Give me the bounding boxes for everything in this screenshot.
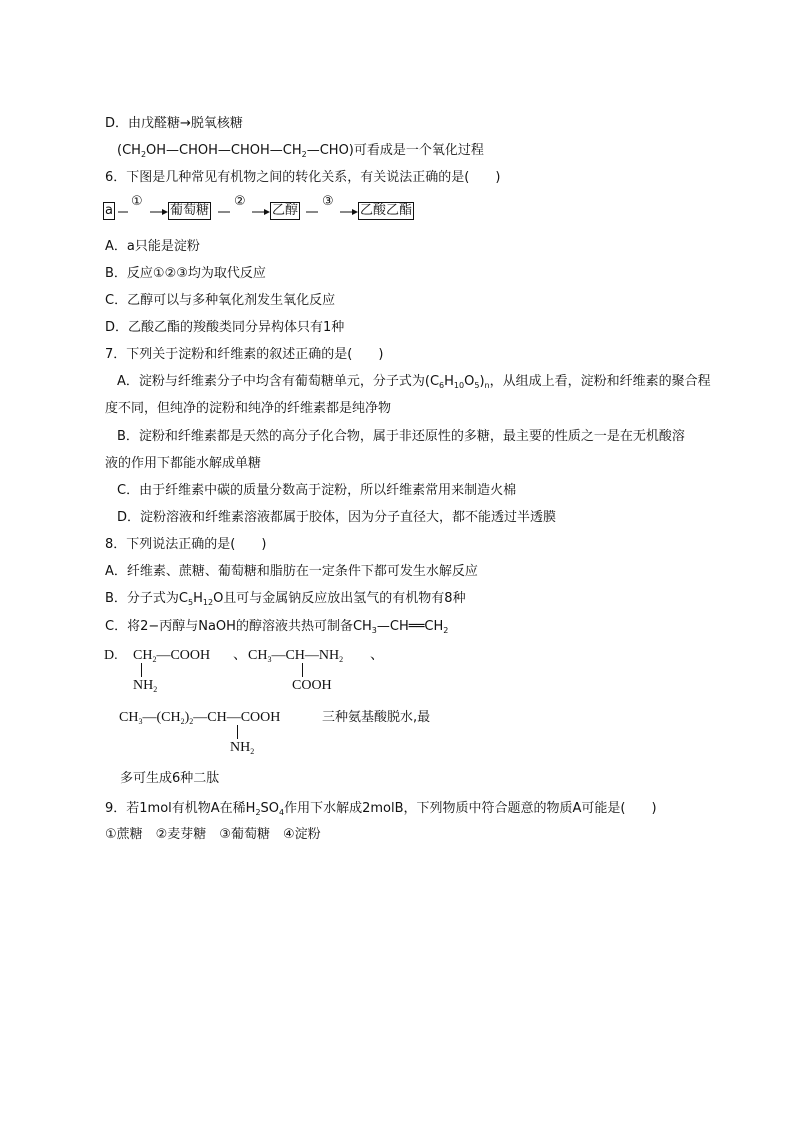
alanine-bond — [302, 663, 303, 677]
flow-step-3: ③ — [322, 194, 334, 209]
flow-node-ethanol: 乙醇 — [272, 203, 299, 218]
q6-stem: 6．下图是几种常见有机物之间的转化关系，有关说法正确的是( ) — [105, 170, 501, 185]
alanine-carboxyl: COOH — [292, 678, 332, 693]
q7-option-b-line2: 液的作用下都能水解成单糖 — [105, 456, 262, 471]
flow-step-2: ② — [234, 194, 246, 209]
q8-stem: 8．下列说法正确的是( ) — [105, 537, 267, 552]
q9-stem: 9．若1mol有机物A在稀$H_2SO_4$作用下水解成2molB，下列物质中符合题意的物质A可能是( ) — [105, 801, 657, 817]
q7-option-a-line2: 度不同，但纯净的淀粉和纯净的纤维素都是纯净物 — [105, 401, 392, 416]
q5-option-d-formula: $(CH_2OH—CHOH—CHOH—CH_2—CHO)$可看成是一个氧化过程 — [117, 143, 484, 159]
q7-stem: 7．下列关于淀粉和纤维素的叙述正确的是( ) — [105, 347, 384, 362]
glycine-amino: $NH_2$ — [133, 678, 158, 694]
separator-2: 、 — [370, 648, 384, 663]
q7-option-b-line1: B．淀粉和纤维素都是天然的高分子化合物，属于非还原性的多糖，最主要的性质之一是在无机酸溶 — [117, 429, 685, 444]
q8-option-d-label: D. — [104, 648, 118, 663]
third-amino-acid-amino: $NH_2$ — [230, 740, 255, 756]
separator-1: 、 — [233, 648, 247, 663]
glycine-bond — [141, 663, 142, 677]
q6-option-c: C．乙醇可以与多种氧化剂发生氧化反应 — [105, 293, 336, 308]
flow-node-a: a — [105, 203, 113, 218]
q6-option-b: B．反应①②③均为取代反应 — [105, 266, 266, 281]
q9-options: ①蔗糖 ②麦芽糖 ③葡萄糖 ④淀粉 — [105, 827, 321, 842]
third-amino-acid-chain: $CH_3—(CH_2)_2—CH—COOH$ — [119, 710, 281, 726]
q5-option-d: D．由戊醛糖→脱氧核糖 — [105, 116, 243, 131]
flow-node-ester: 乙酸乙酯 — [360, 203, 413, 218]
third-amino-acid-bond — [237, 725, 238, 739]
q8-option-c: C．将2−丙醇与NaOH的醇溶液共热可制备$CH_3—CH══CH_2$ — [105, 619, 449, 635]
q8-option-d-text: 三种氨基酸脱水,最 — [322, 710, 431, 725]
q8-option-a: A．纤维素、蔗糖、葡萄糖和脂肪在一定条件下都可发生水解反应 — [105, 564, 478, 579]
flow-step-1: ① — [131, 194, 143, 209]
q6-option-d: D．乙酸乙酯的羧酸类同分异构体只有1种 — [105, 320, 345, 335]
q6-option-a: A．a只能是淀粉 — [105, 239, 200, 254]
q7-option-d: D．淀粉溶液和纤维素溶液都属于胶体，因为分子直径大，都不能透过半透膜 — [117, 510, 557, 525]
q7-option-a-line1: A．淀粉与纤维素分子中均含有葡萄糖单元，分子式为$(C_6H_{10}O_5)_n$，从组成上看，淀粉和纤维素的聚合程 — [117, 374, 711, 390]
q8-option-d-tail: 多可生成6种二肽 — [120, 771, 220, 786]
q7-option-c: C．由于纤维素中碳的质量分数高于淀粉，所以纤维素常用来制造火棉 — [117, 483, 517, 498]
alanine-chain: $CH_3—CH—NH_2$ — [248, 648, 344, 664]
flow-node-glucose: 葡萄糖 — [170, 203, 210, 218]
q8-option-b: B．分子式为$C_5H_{12}O$且可与金属钠反应放出氢气的有机物有8种 — [105, 591, 466, 607]
glycine-chain: $CH_2—COOH$ — [133, 648, 211, 664]
